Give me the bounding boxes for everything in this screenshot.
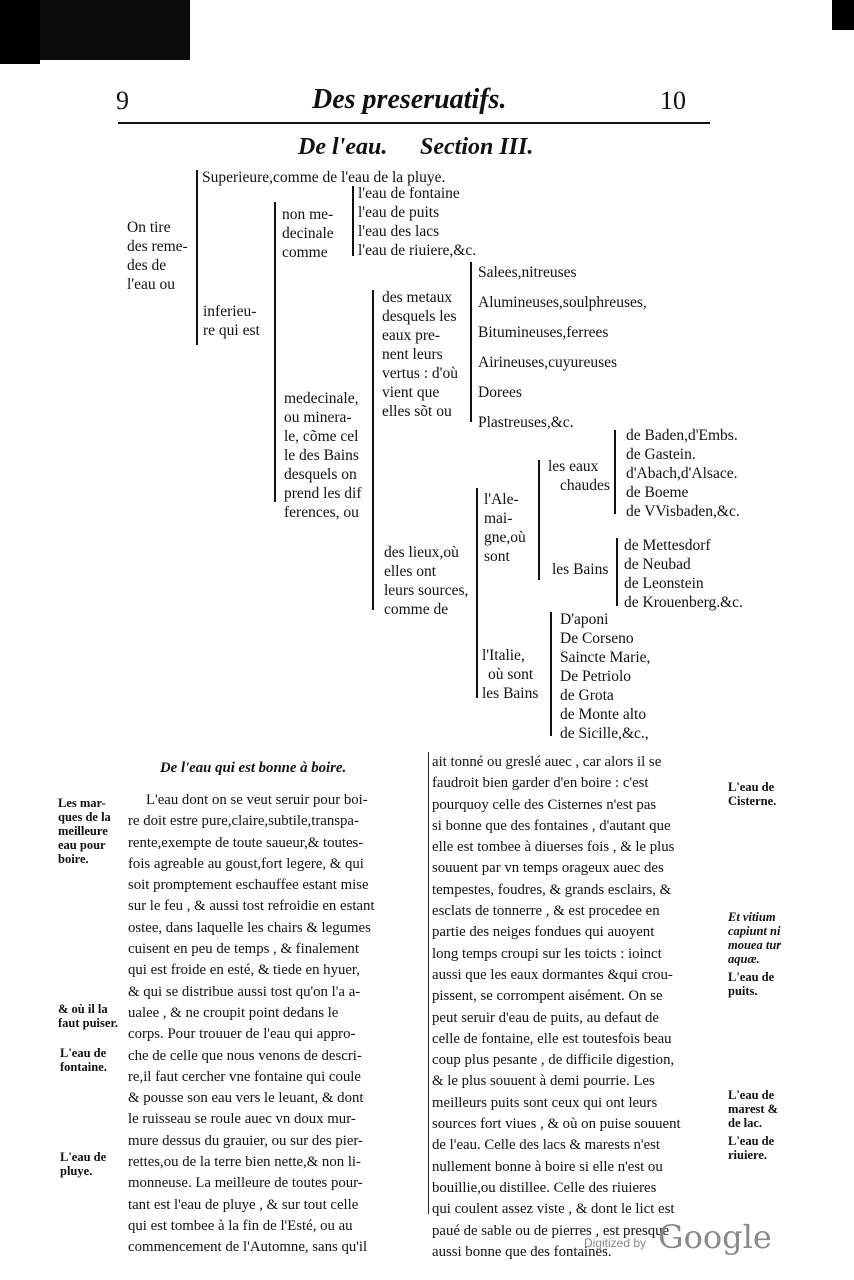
column-divider bbox=[428, 752, 429, 1214]
left-column-text: L'eau dont on se veut seruir pour boi- re doit estre pure,claire,subtile,transpa- rente,exempte de toute saueur,& toutes- fois agreable au goust,fort legere, & qui soit promptement eschauffee estant mise sur le feu , & aussi tost refroidie en estant ostee, dans laquelle les chairs & legumes cuisent en peu de temps , & finalement qui est froide en esté, & tiede en hyuer, & qui se distribue aussi tost qu'on l'a a- ualee , & ne croupit point dedans le corps. Pour trouuer de l'eau qui appro- che de celle que nous venons de descri- re,il faut cercher vne fontaine qui coule & pousse son eau vers le leuant, & dont le ruisseau se roule auec vn doux mur- mure dessus du grauier, ou sur des pier- rettes,ou de la terre bien nette,& non li- monneuse. La meilleure de toutes pour- tant est l'eau de pluye , & sur tout celle qui est tombee à la fin de l'Esté, ou au commencement de l'Automne, sans qu'il bbox=[128, 792, 375, 1256]
margin-note-vitium: Et vitium capiunt ni mouea tur aquæ. bbox=[728, 910, 782, 966]
margin-note-marest: L'eau de marest & de lac. bbox=[728, 1088, 779, 1130]
brace-medicinale bbox=[372, 290, 374, 610]
tree-superieure: Superieure,comme de l'eau de la pluye. bbox=[202, 169, 446, 186]
brace-non-medicinale bbox=[352, 186, 354, 256]
margin-note-fontaine: L'eau de fontaine. bbox=[60, 1046, 107, 1074]
margin-note-marques: Les mar- ques de la meilleure eau pour boire. bbox=[58, 796, 111, 866]
tree-lieux: des lieux,où elles ont leurs sources, comme de bbox=[384, 544, 469, 618]
section-number: Section III. bbox=[420, 134, 534, 160]
subsection-heading: De l'eau qui est bonne à boire. bbox=[160, 760, 347, 776]
brace-bains bbox=[616, 538, 618, 606]
tree-chaudes: les eaux chaudes bbox=[548, 458, 610, 494]
tree-metaux-items: Salees,nitreuses Alumineuses,soulphreuses, Bitumineuses,ferrees Airineuses,cuyureuses Dorees Plastreuses,&c. bbox=[478, 264, 647, 431]
tree-bains-items: de Mettesdorf de Neubad de Leonstein de Krouenberg.&c. bbox=[624, 537, 743, 611]
tree-italie: l'Italie, où sont les Bains bbox=[482, 647, 539, 702]
right-column-text: ait tonné ou greslé auec , car alors il se faudroit bien garder d'en boire : c'est pourquoy celle des Cisternes n'est pas si bonne que des fontaines , d'autant que elle est tombee à diuerses fois , & le plus souuent par vn temps orageux auec des tempestes, foudres, & grands esclairs, & esclats de tonnerre , & est procedee en partie des neiges fondues qui auoyent long temps croupi sur les toicts : ioinct aussi que les eaux dormantes &qui crou- pissent, se corrompent aisément. On se peut seruir d'eau de puits, au defaut de celle de fontaine, elle est toutesfois beau coup plus pesante , de difficile digestion, & le plus souuent à demi pourrie. Les meilleurs puits sont ceux qui ont leurs sources fort viues , & où on puise souuent de l'eau. Celle des lacs & marests n'est nullement bonne à boire si elle n'est ou bouillie,ou distillee. Celle des riuieres qui coulent assez viste , & dont le lict est paué de sable ou de pierres , est presque aussi bonne que des fontaines. bbox=[432, 754, 681, 1260]
watermark-prefix: Digitized by bbox=[584, 1236, 647, 1250]
tree-inferieure: inferieu- re qui est bbox=[203, 303, 260, 339]
watermark-logo: Google bbox=[658, 1218, 772, 1256]
tree-root: On tire des reme- des de l'eau ou bbox=[127, 219, 188, 293]
brace-lieux bbox=[476, 488, 478, 698]
tree-medicinale: medecinale, ou minera- le, cõme cel le des Bains desquels on prend les dif ferences, ou bbox=[284, 390, 362, 521]
tree-bains: les Bains bbox=[552, 561, 609, 578]
brace-chaudes bbox=[614, 430, 616, 514]
brace-inferieure bbox=[274, 202, 276, 502]
tree-alemaigne: l'Ale- mai- gne,où sont bbox=[484, 491, 526, 565]
tree-chaudes-items: de Baden,d'Embs. de Gastein. d'Abach,d'Alsace. de Boeme de VVisbaden,&c. bbox=[626, 427, 740, 520]
brace-alemaigne bbox=[538, 460, 540, 580]
brace-italie bbox=[550, 612, 552, 736]
tree-italie-items: D'aponi De Corseno Saincte Marie, De Petriolo de Grota de Monte alto de Sicille,&c., bbox=[560, 611, 651, 742]
running-title: Des preseruatifs. bbox=[312, 84, 507, 115]
margin-note-riuiere: L'eau de riuiere. bbox=[728, 1134, 775, 1162]
scan-shadow-corner bbox=[0, 0, 40, 64]
margin-note-puits: L'eau de puits. bbox=[728, 970, 775, 998]
margin-note-cisterne: L'eau de Cisterne. bbox=[728, 780, 777, 808]
page-number-right: 10 bbox=[660, 86, 686, 115]
tree-non-medicinale: non me- decinale comme bbox=[282, 206, 334, 261]
scan-shadow-right bbox=[832, 0, 854, 30]
page-number-left: 9 bbox=[116, 86, 129, 115]
tree-non-med-items: l'eau de fontaine l'eau de puits l'eau des lacs l'eau de riuiere,&c. bbox=[358, 185, 477, 259]
brace-root bbox=[196, 170, 198, 345]
brace-metaux bbox=[470, 262, 472, 422]
section-title: De l'eau. bbox=[298, 134, 388, 160]
margin-note-pluye: L'eau de pluye. bbox=[60, 1150, 107, 1178]
margin-note-puiser: & où il la faut puiser. bbox=[58, 1002, 118, 1030]
header-rule bbox=[118, 122, 710, 124]
tree-metaux: des metaux desquels les eaux pre- nent leurs vertus : d'où vient que elles sõt ou bbox=[382, 289, 458, 420]
page-gutter bbox=[0, 0, 56, 1280]
